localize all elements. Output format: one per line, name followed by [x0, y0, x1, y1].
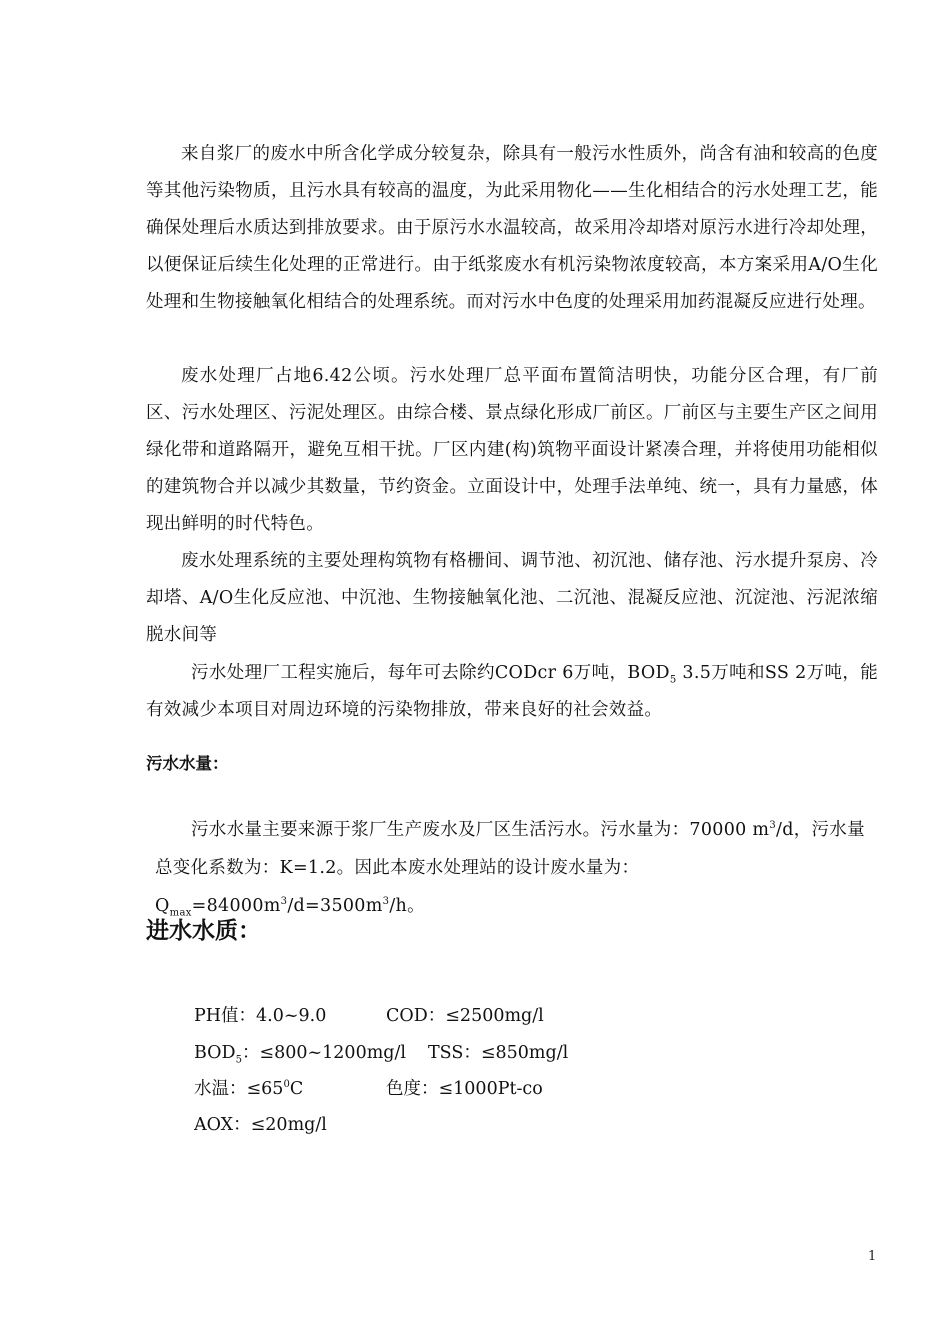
text-segment: =84000m	[191, 896, 281, 916]
text-segment: 水温：≤65	[194, 1079, 284, 1099]
ph-value: PH值：4.0~9.0	[194, 1006, 327, 1026]
text-segment: /d，污水量	[776, 820, 865, 840]
paragraph-treatment-structures: 废水处理系统的主要处理构筑物有格栅间、调节池、初沉池、储存池、污水提升泵房、冷却塔、A/O生化反应池、中沉池、生物接触氧化池、二沉池、混凝反应池、沉淀池、污泥浓缩脱水间等	[146, 551, 878, 645]
bod-subscript: 5	[669, 674, 677, 686]
wastewater-line-1	[155, 811, 879, 849]
color-value: 色度：≤1000Pt-co	[386, 1079, 543, 1099]
text-segment: 污水水量主要来源于浆厂生产废水及厂区生活污水。污水量为：70000 m	[191, 820, 770, 840]
text-segment: BOD	[194, 1043, 236, 1063]
text-segment: /h。	[389, 896, 425, 916]
cod-value: COD：≤2500mg/l	[386, 1006, 544, 1026]
aox-value: AOX：≤20mg/l	[194, 1115, 327, 1135]
tss-value: TSS：≤850mg/l	[428, 1043, 569, 1063]
subscript: 5	[235, 1054, 242, 1066]
influent-quality-heading: 进水水质：	[146, 918, 261, 944]
benefits-text-a: 污水处理厂工程实施后，每年可去除约CODcr 6万吨，BOD	[191, 663, 670, 683]
text-segment: 总变化系数为：K=1.2。因此本废水处理站的设计废水量为：Q	[155, 858, 640, 916]
text-segment: /d=3500m	[287, 896, 383, 916]
wastewater-volume-heading: 污水水量：	[146, 754, 229, 773]
page-number: 1	[868, 1249, 877, 1264]
superscript: 3	[769, 820, 776, 832]
paragraph-process-overview: 来自浆厂的废水中所含化学成分较复杂，除具有一般污水性质外，尚含有油和较高的色度等其他污染物质，且污水具有较高的温度，为此采用物化——生化相结合的污水处理工艺，能确保处理后水质达到排放要求。由于原污水水温较高，故采用冷却塔对原污水进行冷却处理，以便保证后续生化处理的正常进行。由于纸浆废水有机污染物浓度较高，本方案采用A/O生化处理和生物接触氧化相结合的处理系统。而对污水中色度的处理采用加药混凝反应进行处理。	[146, 144, 878, 312]
wastewater-line-2	[155, 849, 879, 925]
superscript: 0	[283, 1079, 290, 1091]
subscript: max	[169, 907, 192, 919]
superscript: 3	[280, 896, 288, 908]
paragraph-benefits	[146, 655, 878, 729]
bod-value	[194, 1041, 406, 1065]
temperature-value	[194, 1077, 303, 1101]
paragraph-wastewater-volume	[155, 811, 879, 925]
text-segment: ：≤800~1200mg/l	[241, 1043, 406, 1063]
paragraph-plant-layout: 废水处理厂占地6.42公顷。污水处理厂总平面布置简洁明快，功能分区合理，有厂前区、污水处理区、污泥处理区。由综合楼、景点绿化形成厂前区。厂前区与主要生产区之间用绿化带和道路隔开，避免互相干扰。厂区内建(构)筑物平面设计紧凑合理，并将使用功能相似的建筑物合并以减少其数量，节约资金。立面设计中，处理手法单纯、统一，具有力量感，体现出鲜明的时代特色。	[146, 366, 878, 534]
text-segment: C	[289, 1079, 304, 1099]
benefits-text-b: 3.5万吨和SS 2万吨，能有效减少本项目对周边环境的污染物排放，带来良好的社会效益。	[146, 663, 878, 720]
superscript: 3	[382, 896, 390, 908]
